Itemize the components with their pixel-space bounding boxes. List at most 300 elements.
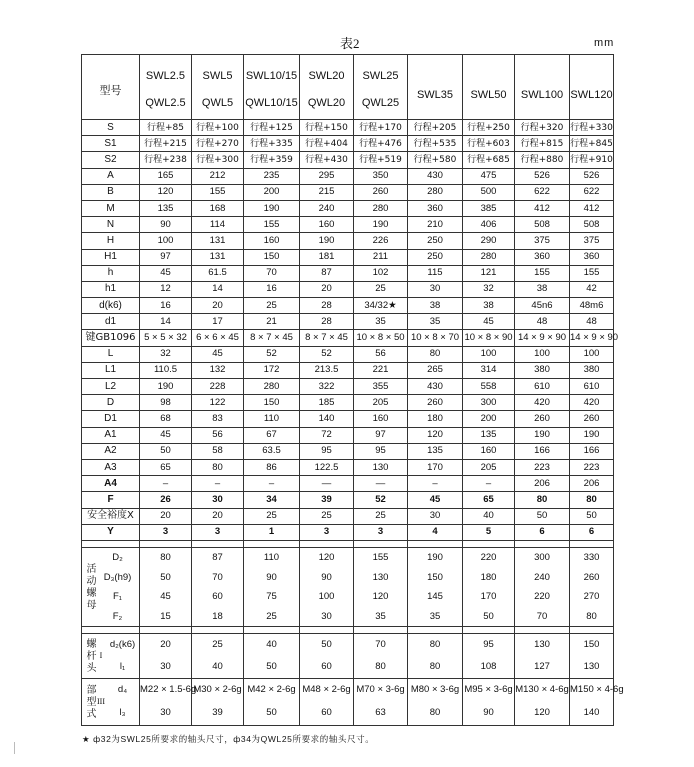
table-cell: 160 — [354, 411, 408, 427]
cell-value: 150 — [427, 571, 443, 583]
model-qwl: QWL10/15 — [245, 97, 298, 109]
row-label: A — [82, 168, 140, 184]
cell-value: M30 × 2-6g — [193, 684, 242, 696]
model-swl: SWL2.5 — [145, 70, 186, 82]
model-qwl: QWL2.5 — [145, 97, 186, 109]
table-cell: 95 — [300, 443, 354, 459]
table-cell: 48m6 — [570, 298, 614, 314]
table-cell: 508 — [515, 217, 570, 233]
table-cell: 行程+359 — [244, 152, 300, 168]
table-cell — [463, 678, 515, 725]
table-cell: 110 — [244, 411, 300, 427]
spacer-row — [82, 626, 614, 633]
table-row — [82, 492, 614, 508]
table-cell: 6 × 6 × 45 — [192, 330, 244, 346]
row-label: S — [82, 120, 140, 136]
table-cell: 行程+250 — [463, 120, 515, 136]
table-cell: 213.5 — [300, 362, 354, 378]
table-cell: — — [354, 476, 408, 492]
table-cell: 610 — [515, 379, 570, 395]
table-cell: 185 — [300, 395, 354, 411]
nut-label-cell — [82, 547, 140, 626]
table-cell: 56 — [192, 427, 244, 443]
spacer-cell — [192, 626, 244, 633]
table-cell: – — [192, 476, 244, 492]
table-cell: 140 — [300, 411, 354, 427]
table-cell: 181 — [300, 249, 354, 265]
cell-value: 145 — [427, 591, 443, 603]
screw_head-group-label: 螺杆头 — [84, 637, 95, 674]
table-cell: 56 — [354, 346, 408, 362]
table-cell: 10 × 8 × 70 — [408, 330, 463, 346]
table-cell: 25 — [354, 281, 408, 297]
table-cell: 行程+519 — [354, 152, 408, 168]
table-row — [82, 233, 614, 249]
table-cell: 100 — [140, 233, 192, 249]
table-cell: 205 — [463, 459, 515, 475]
table-cell: 97 — [354, 427, 408, 443]
table-cell: 8 × 7 × 45 — [244, 330, 300, 346]
table-cell: 102 — [354, 265, 408, 281]
spacer-cell — [354, 626, 408, 633]
spacer-cell — [192, 540, 244, 547]
table-cell: 223 — [570, 459, 614, 475]
table-cell: 行程+685 — [463, 152, 515, 168]
table-cell: 20 — [300, 281, 354, 297]
model-header — [244, 55, 300, 120]
table-cell: 行程+100 — [192, 120, 244, 136]
cell-value: 220 — [480, 552, 497, 564]
table-cell: 28 — [300, 298, 354, 314]
cell-value: M22 × 1.5-6g — [140, 684, 197, 696]
table-cell: 20 — [192, 508, 244, 524]
cell-value: 39 — [212, 707, 223, 719]
model-qwl: QWL25 — [361, 97, 400, 109]
cell-value: 330 — [583, 552, 600, 564]
table-cell: 190 — [244, 200, 300, 216]
table-row — [82, 168, 614, 184]
table-cell: 132 — [192, 362, 244, 378]
cell-value: 90 — [321, 571, 332, 583]
table-cell: 26 — [140, 492, 192, 508]
table-cell: 355 — [354, 379, 408, 395]
table-cell: 80 — [408, 346, 463, 362]
spacer-cell — [140, 626, 192, 633]
table-cell: 115 — [408, 265, 463, 281]
cell-value: 75 — [266, 591, 277, 603]
table-cell: 80 — [515, 492, 570, 508]
cell-value: 50 — [266, 707, 277, 719]
part-row-label: d₄ — [117, 684, 128, 696]
table-cell — [354, 633, 408, 678]
cell-value: 60 — [321, 707, 332, 719]
table-cell: 行程+580 — [408, 152, 463, 168]
table-row — [82, 427, 614, 443]
table-cell: 280 — [408, 184, 463, 200]
table-cell: 165 — [140, 168, 192, 184]
table-cell: 97 — [140, 249, 192, 265]
page-mark — [14, 742, 15, 754]
table-cell: 475 — [463, 168, 515, 184]
table-cell: 500 — [463, 184, 515, 200]
table-row — [82, 362, 614, 378]
table-cell: 385 — [463, 200, 515, 216]
model-header — [570, 55, 614, 120]
table-cell: 68 — [140, 411, 192, 427]
table-cell: 375 — [515, 233, 570, 249]
table-cell: 52 — [300, 346, 354, 362]
table-cell: — — [300, 476, 354, 492]
table-cell: 行程+320 — [515, 120, 570, 136]
table-cell — [515, 678, 570, 725]
row-label: 安全裕度X — [82, 508, 140, 524]
table-cell: 5 × 5 × 32 — [140, 330, 192, 346]
row-label: L1 — [82, 362, 140, 378]
table-cell — [140, 547, 192, 626]
table-cell: 86 — [244, 459, 300, 475]
table-cell: 行程+335 — [244, 136, 300, 152]
cell-value: 70 — [212, 571, 223, 583]
table-cell: 67 — [244, 427, 300, 443]
table-row — [82, 379, 614, 395]
table-cell: 38 — [408, 298, 463, 314]
screw_head-group — [82, 633, 614, 678]
table-cell: 83 — [192, 411, 244, 427]
screw_head-type-label: I — [99, 650, 103, 660]
row-label: M — [82, 200, 140, 216]
table-cell: 行程+815 — [515, 136, 570, 152]
table-cell: 行程+238 — [140, 152, 192, 168]
table-cell: 20 — [140, 508, 192, 524]
table-cell: 3 — [300, 524, 354, 540]
cell-value: M80 × 3-6g — [410, 684, 460, 696]
spacer-cell — [300, 540, 354, 547]
table-cell: 406 — [463, 217, 515, 233]
table-cell — [300, 633, 354, 678]
cell-value: M42 × 2-6g — [247, 684, 296, 696]
row-label: H1 — [82, 249, 140, 265]
model-header — [408, 55, 463, 120]
table-cell: 6 — [570, 524, 614, 540]
table-cell: 100 — [570, 346, 614, 362]
table-cell: 35 — [354, 314, 408, 330]
row-label: 键GB1096 — [82, 330, 140, 346]
cell-value: 150 — [583, 639, 600, 651]
table-cell: 48 — [515, 314, 570, 330]
table-cell: 34/32★ — [354, 298, 408, 314]
cell-value: 45 — [160, 591, 171, 603]
table-cell: 8 × 7 × 45 — [300, 330, 354, 346]
model-swl: SWL10/15 — [245, 70, 298, 82]
table-cell: 150 — [244, 249, 300, 265]
table-cell: 42 — [570, 281, 614, 297]
table-cell: 61.5 — [192, 265, 244, 281]
table-cell: 206 — [515, 476, 570, 492]
table-cell: 200 — [463, 411, 515, 427]
spacer-row — [82, 540, 614, 547]
table-cell — [515, 547, 570, 626]
part-group — [82, 678, 614, 725]
model-swl: SWL120 — [570, 89, 613, 101]
nut-group-label: 活动螺母 — [84, 562, 95, 611]
table-cell: – — [463, 476, 515, 492]
spacer-cell — [82, 626, 140, 633]
cell-value: 40 — [266, 639, 277, 651]
table-cell: 行程+330 — [570, 120, 614, 136]
table-cell — [140, 633, 192, 678]
table-cell: 80 — [570, 492, 614, 508]
table-cell: 行程+150 — [300, 120, 354, 136]
table-cell: 39 — [300, 492, 354, 508]
cell-value: 30 — [321, 610, 332, 622]
row-label: Y — [82, 524, 140, 540]
table-cell: 280 — [354, 200, 408, 216]
table-cell — [408, 547, 463, 626]
table-cell: 3 — [140, 524, 192, 540]
table-cell — [570, 678, 624, 725]
cell-value: 30 — [160, 661, 171, 673]
nut-row-label: F₂ — [112, 610, 123, 622]
table-cell: 280 — [244, 379, 300, 395]
table-cell: 155 — [570, 265, 614, 281]
cell-value: 190 — [427, 552, 443, 564]
table-cell: 260 — [408, 395, 463, 411]
cell-value: M150 × 4-6g — [570, 684, 624, 696]
table-cell: 14 — [192, 281, 244, 297]
table-cell: 322 — [300, 379, 354, 395]
table-cell: 130 — [354, 459, 408, 475]
table-cell: 6 — [515, 524, 570, 540]
table-cell: 155 — [192, 184, 244, 200]
table-cell: 3 — [192, 524, 244, 540]
header-row — [82, 55, 614, 120]
table-cell: 190 — [140, 379, 192, 395]
cell-value: M48 × 2-6g — [302, 684, 351, 696]
cell-value: 260 — [583, 571, 600, 583]
table-cell: 558 — [463, 379, 515, 395]
table-cell: 行程+476 — [354, 136, 408, 152]
cell-value: 80 — [429, 707, 441, 719]
table-cell: 160 — [300, 217, 354, 233]
table-cell: 38 — [463, 298, 515, 314]
table-cell: 行程+205 — [408, 120, 463, 136]
table-cell: 28 — [300, 314, 354, 330]
spacer-cell — [244, 540, 300, 547]
table-cell: 360 — [570, 249, 614, 265]
table-cell — [244, 633, 300, 678]
table-cell: 72 — [300, 427, 354, 443]
table-cell — [570, 633, 614, 678]
table-cell: 160 — [463, 443, 515, 459]
cell-value: 50 — [266, 661, 277, 673]
row-label: d(k6) — [82, 298, 140, 314]
table-cell: 210 — [408, 217, 463, 233]
table-cell: 250 — [408, 233, 463, 249]
model-header — [515, 55, 570, 120]
table-cell: 206 — [570, 476, 614, 492]
table-cell: 235 — [244, 168, 300, 184]
table-cell: 280 — [463, 249, 515, 265]
table-cell: 430 — [408, 379, 463, 395]
table-cell: 121 — [463, 265, 515, 281]
table-cell: 45 — [463, 314, 515, 330]
model-swl: SWL20 — [308, 70, 345, 82]
row-label: B — [82, 184, 140, 200]
table-cell: 170 — [408, 459, 463, 475]
table-row — [82, 298, 614, 314]
table-cell: 223 — [515, 459, 570, 475]
nut-row-label: F₁ — [112, 591, 122, 603]
table-cell: 166 — [515, 443, 570, 459]
table-row — [82, 314, 614, 330]
table-cell: 265 — [408, 362, 463, 378]
model-swl: SWL35 — [416, 89, 454, 101]
table-cell: 20 — [192, 298, 244, 314]
cell-value: 63 — [375, 707, 386, 719]
table-cell — [408, 633, 463, 678]
table-cell: 87 — [300, 265, 354, 281]
table-row — [82, 152, 614, 168]
table-cell — [515, 633, 570, 678]
table-cell: 14 × 9 × 90 — [570, 330, 614, 346]
table-cell: 行程+910 — [570, 152, 614, 168]
table-cell: 16 — [244, 281, 300, 297]
table-cell: 211 — [354, 249, 408, 265]
table-cell: 90 — [140, 217, 192, 233]
table-row — [82, 184, 614, 200]
cell-value: 60 — [212, 591, 223, 603]
part-row-label: l₃ — [119, 707, 126, 719]
spacer-cell — [354, 540, 408, 547]
table-cell: 行程+535 — [408, 136, 463, 152]
cell-value: 25 — [266, 610, 277, 622]
cell-value: 18 — [212, 610, 223, 622]
nut-row-label: D₂ — [112, 552, 123, 564]
cell-value: 80 — [586, 610, 597, 622]
table-cell — [300, 547, 354, 626]
table-cell: 190 — [570, 427, 614, 443]
table-cell — [463, 633, 515, 678]
cell-value: 20 — [160, 639, 171, 651]
table-cell: 295 — [300, 168, 354, 184]
table-cell: 172 — [244, 362, 300, 378]
table-cell: 622 — [570, 184, 614, 200]
screw_head-row-label: l₁ — [119, 661, 126, 673]
model-header — [354, 55, 408, 120]
table-cell: 52 — [354, 492, 408, 508]
table-cell: 160 — [244, 233, 300, 249]
screw_head-row-label: d₂(k6) — [109, 639, 136, 651]
table-cell: 25 — [354, 508, 408, 524]
type-header: 型号 — [82, 55, 140, 120]
cell-value: 70 — [536, 610, 548, 622]
table-cell — [244, 547, 300, 626]
spacer-cell — [570, 626, 614, 633]
cell-value: 300 — [534, 552, 550, 564]
cell-value: M95 × 3-6g — [464, 684, 513, 696]
model-swl: SWL100 — [520, 89, 564, 101]
table-cell: 166 — [570, 443, 614, 459]
table-row — [82, 200, 614, 216]
table-cell: 25 — [300, 508, 354, 524]
table-cell — [570, 547, 614, 626]
row-label: S1 — [82, 136, 140, 152]
table-cell: 行程+300 — [192, 152, 244, 168]
table-cell: 226 — [354, 233, 408, 249]
table-cell: 32 — [140, 346, 192, 362]
cell-value: 80 — [160, 552, 171, 564]
part-label-cell — [82, 678, 140, 725]
spacer-cell — [463, 540, 515, 547]
table-cell — [463, 547, 515, 626]
row-label: A4 — [82, 476, 140, 492]
table-cell: 110.5 — [140, 362, 192, 378]
table-cell: 25 — [244, 508, 300, 524]
table-cell — [244, 678, 300, 725]
spacer-cell — [244, 626, 300, 633]
row-label: d1 — [82, 314, 140, 330]
cell-value: 130 — [583, 661, 600, 673]
table-cell: 205 — [354, 395, 408, 411]
cell-value: 120 — [534, 707, 550, 719]
table-cell: 45 — [408, 492, 463, 508]
table-cell: 155 — [515, 265, 570, 281]
spacer-cell — [515, 540, 570, 547]
table-cell: 622 — [515, 184, 570, 200]
table-row — [82, 476, 614, 492]
cell-value: 95 — [483, 639, 494, 651]
table-cell: 260 — [354, 184, 408, 200]
table-cell: 行程+880 — [515, 152, 570, 168]
spacer-cell — [408, 626, 463, 633]
table-cell: 228 — [192, 379, 244, 395]
row-label: A2 — [82, 443, 140, 459]
table-cell: 610 — [570, 379, 614, 395]
table-cell: 508 — [570, 217, 614, 233]
cell-value: M70 × 3-6g — [356, 684, 405, 696]
table-cell: 50 — [570, 508, 614, 524]
table-cell: 190 — [354, 217, 408, 233]
table-cell — [300, 678, 354, 725]
spec-table-body — [82, 55, 624, 726]
table-cell: 168 — [192, 200, 244, 216]
spacer-cell — [300, 626, 354, 633]
table-cell: 120 — [140, 184, 192, 200]
table-cell: 240 — [300, 200, 354, 216]
cell-value: 240 — [534, 571, 550, 583]
spacer-cell — [463, 626, 515, 633]
cell-value: 140 — [583, 707, 600, 719]
table-cell: 1 — [244, 524, 300, 540]
table-cell: 14 — [140, 314, 192, 330]
table-cell: 150 — [244, 395, 300, 411]
table-cell: – — [140, 476, 192, 492]
table-cell: 58 — [192, 443, 244, 459]
unit-label: mm — [594, 37, 615, 49]
table-cell: 98 — [140, 395, 192, 411]
row-label: S2 — [82, 152, 140, 168]
table-cell: 100 — [515, 346, 570, 362]
table-cell: 3 — [354, 524, 408, 540]
table-row — [82, 346, 614, 362]
table-cell: 5 — [463, 524, 515, 540]
table-row — [82, 459, 614, 475]
model-header — [140, 55, 192, 120]
table-cell: 行程+270 — [192, 136, 244, 152]
table-cell: 375 — [570, 233, 614, 249]
table-cell: 14 × 9 × 90 — [515, 330, 570, 346]
table-cell: 155 — [244, 217, 300, 233]
